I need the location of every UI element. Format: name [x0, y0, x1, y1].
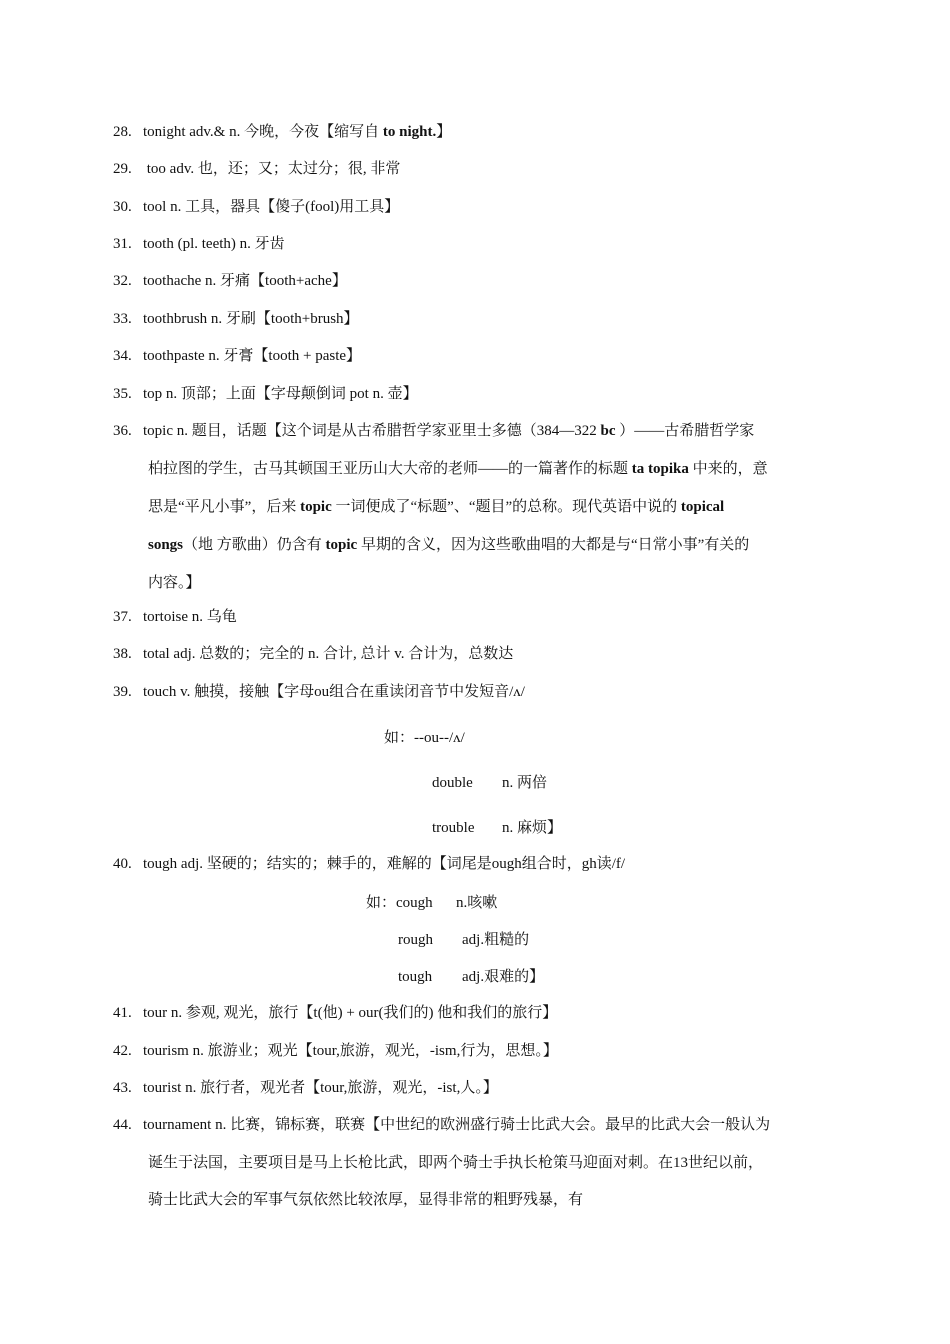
entry-text: topic n. 题目，话题【这个词是从古希腊哲学家亚里士多德（384—322 [143, 423, 601, 439]
example-row [398, 966, 544, 988]
entry-text: tool n. 工具，器具【傻子(fool)用工具】 [143, 199, 400, 215]
example-definition: n. 两倍 [502, 775, 548, 791]
entry-44 [113, 1107, 843, 1145]
entry-text: tourism n. 旅游业；观光【tour,旅游，观光，-ism,行为，思想。】 [143, 1043, 558, 1059]
entry-40 [113, 846, 843, 884]
entry-number: 34. [113, 348, 132, 364]
entry-number: 35. [113, 386, 132, 402]
entry-number: 38. [113, 646, 132, 662]
entry-text: toothache n. 牙痛【tooth+ache】 [143, 273, 347, 289]
entry-text: tortoise n. 乌龟 [143, 609, 237, 625]
entry-text: top n. 顶部；上面【字母颠倒词 pot n. 壶】 [143, 386, 418, 402]
entry-text: 骑士比武大会的军事气氛依然比较浓厚，显得非常的粗野残暴，有 [148, 1192, 584, 1208]
entry-text: tonight adv.& n. 今晚，今夜【缩写自 [143, 124, 383, 140]
entry-text: tourist n. 旅行者，观光者【tour,旅游，观光，-ist,人。】 [143, 1080, 498, 1096]
entry-bold-text: to night. [382, 124, 437, 140]
example-word: rough [398, 932, 433, 948]
entry-text: tough adj. 坚硬的；结实的；棘手的，难解的【词尾是ough组合时，gh读/f/ [143, 856, 626, 872]
example-definition: adj.艰难的】 [462, 969, 545, 985]
entry-number: 32. [113, 273, 132, 289]
example-word: double [432, 775, 473, 791]
entry-text: ）——古希腊哲学家 [615, 423, 755, 439]
entry-text: toothbrush n. 牙刷【tooth+brush】 [143, 311, 359, 327]
entry-text: 早期的含义，因为这些歌曲唱的大都是与“日常小事”有关的 [357, 537, 750, 553]
entry-44-line-3 [148, 1181, 848, 1219]
example-definition: n.咳嗽 [456, 895, 498, 911]
example-heading: 如：--ou--/ʌ/ [384, 730, 465, 746]
entry-text: tour n. 参观, 观光，旅行【t(他) + our(我们的) 他和我们的旅行】 [143, 1005, 558, 1021]
entry-text: too adv. 也，还；又；太过分；很, 非常 [143, 161, 401, 177]
entry-36-line-3 [148, 488, 848, 526]
entry-number: 29. [113, 161, 132, 177]
entry-29 [113, 151, 843, 189]
entry-bold-text: topical [680, 499, 725, 515]
entry-text: 一词便成了“标题”、“题目”的总称。现代英语中说的 [331, 499, 681, 515]
entry-number: 43. [113, 1080, 132, 1096]
entry-text: 柏拉图的学生，古马其顿国王亚历山大大帝的老师——的一篇著作的标题 [148, 461, 632, 477]
entry-number: 37. [113, 609, 132, 625]
entry-30 [113, 189, 843, 227]
entry-number: 41. [113, 1005, 132, 1021]
entry-text: 中来的，意 [688, 461, 768, 477]
entry-41 [113, 995, 843, 1033]
entry-number: 42. [113, 1043, 132, 1059]
entry-bold-text: ta topika [631, 461, 689, 477]
example-row [432, 817, 562, 839]
example-definition: n. 麻烦】 [502, 820, 563, 836]
entry-38 [113, 636, 843, 674]
example-row [398, 929, 529, 951]
entry-42 [113, 1033, 843, 1071]
entry-32 [113, 263, 843, 301]
entry-35 [113, 376, 843, 414]
entry-text: total adj. 总数的；完全的 n. 合计, 总计 v. 合计为，总数达 [143, 646, 514, 662]
entry-text: touch v. 触摸，接触【字母ou组合在重读闭音节中发短音/ʌ/ [143, 684, 525, 700]
entry-text: 思是“平凡小事”，后来 [148, 499, 301, 515]
entry-37 [113, 599, 843, 637]
example-word: 如：cough [366, 895, 433, 911]
entry-text: tooth (pl. teeth) n. 牙齿 [143, 236, 285, 252]
entry-number: 33. [113, 311, 132, 327]
entry-36-line-4 [148, 526, 848, 564]
example-row [432, 772, 547, 794]
entry-number: 40. [113, 856, 132, 872]
entry-bold-text: bc [600, 423, 616, 439]
entry-number: 31. [113, 236, 132, 252]
entry-text: toothpaste n. 牙膏【tooth + paste】 [143, 348, 362, 364]
entry-text: 诞生于法国，主要项目是马上长枪比武，即两个骑士手执长枪策马迎面对刺。在13世纪以前， [148, 1155, 764, 1171]
entry-36-line-5 [148, 564, 848, 602]
entry-31 [113, 226, 843, 264]
entry-number: 36. [113, 423, 132, 439]
entry-number: 30. [113, 199, 132, 215]
entry-bold-text: topic [325, 537, 358, 553]
entry-number: 44. [113, 1117, 132, 1133]
entry-number: 28. [113, 124, 132, 140]
entry-39 [113, 674, 843, 712]
example-row [366, 892, 497, 914]
entry-34 [113, 338, 843, 376]
example-word: trouble [432, 820, 475, 836]
entry-text: 内容。】 [148, 575, 201, 591]
entry-tail: 】 [436, 124, 452, 140]
entry-number: 39. [113, 684, 132, 700]
entry-43 [113, 1070, 843, 1108]
entry-44-line-2 [148, 1144, 848, 1182]
entry-36 [113, 413, 843, 451]
example-word: tough [398, 969, 433, 985]
entry-36-line-2 [148, 450, 848, 488]
example-definition: adj.粗糙的 [462, 932, 530, 948]
entry-bold-text: topic [300, 499, 332, 515]
entry-bold-text: songs [148, 537, 184, 553]
entry-text: （地 方歌曲）仍含有 [183, 537, 326, 553]
entry-28 [113, 114, 843, 152]
entry-text: tournament n. 比赛，锦标赛，联赛【中世纪的欧洲盛行骑士比武大会。最早的比武大会一般认为 [143, 1117, 771, 1133]
entry-33 [113, 301, 843, 339]
